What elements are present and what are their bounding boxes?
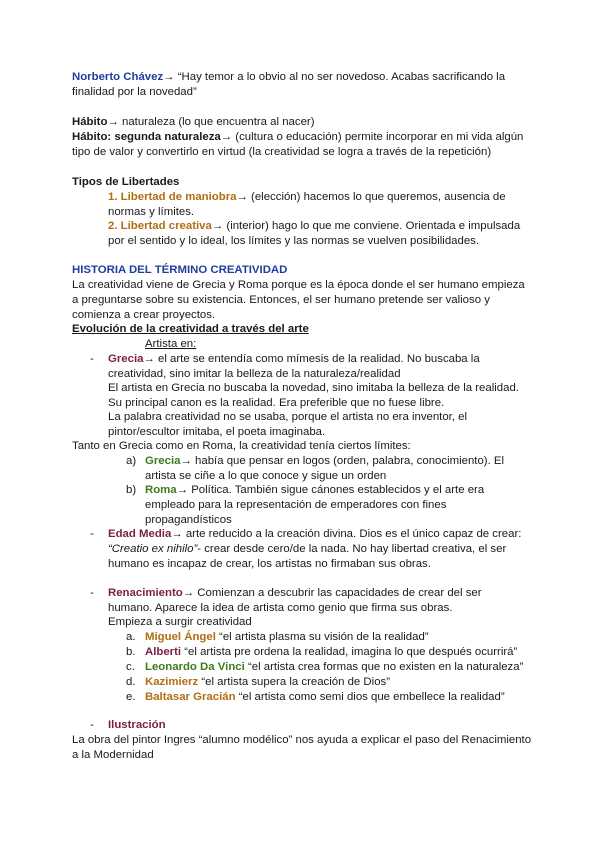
artista-quote: “el artista crea formas que no existen en la naturaleza” xyxy=(244,661,524,673)
libertad-text: → (interior) hago lo que me conviene. Orientada e impulsada por el sentido y lo ideal, los límites y las normas se vuelven posibilidades. xyxy=(108,220,521,247)
artista-item xyxy=(145,645,545,660)
artista-quote: “el artista como semi dios que embellece la realidad” xyxy=(235,691,505,703)
renacimiento-text-2: Empieza a surgir creatividad xyxy=(108,616,252,628)
artista-quote: “el artista plasma su visión de la realidad” xyxy=(215,631,429,643)
artista-name: Leonardo Da Vinci xyxy=(145,661,245,673)
artista-name: Alberti xyxy=(145,646,182,658)
grecia-p2: El artista en Grecia no buscaba la novedad, sino imitaba la belleza de la realidad. Su principal canon es la realidad. Era preferible que no fuese libre. xyxy=(108,382,519,409)
quote-paragraph xyxy=(72,70,542,100)
habito-segunda-paragraph xyxy=(72,130,542,160)
creatio-ex-nihilo: “Creatio ex nihilo” xyxy=(108,542,198,555)
habito-paragraph xyxy=(72,115,542,130)
list-marker: a. xyxy=(126,631,136,643)
libertad-label: 1. Libertad de maniobra xyxy=(108,191,237,203)
list-marker: e. xyxy=(126,691,136,703)
list-marker: c. xyxy=(126,661,135,673)
ilustracion-text: La obra del pintor Ingres “alumno modélico” nos ayuda a explicar el paso del Renacimiento a la Modernidad xyxy=(72,734,532,761)
ilustracion-label: Ilustración xyxy=(108,719,166,731)
list-marker: a) xyxy=(126,455,137,467)
grecia-text: → el arte se entendía como mímesis de la realidad. No buscaba la creatividad, sino imitar la belleza de la naturaleza/realidad xyxy=(108,353,480,380)
historia-heading: HISTORIA DEL TÉRMINO CREATIVIDAD xyxy=(72,264,288,276)
tanto-paragraph: Tanto en Grecia como en Roma, la creatividad tenía ciertos límites: xyxy=(72,440,411,452)
grecia-label: Grecia xyxy=(108,353,144,365)
limite-text: → Política. También sigue cánones establecidos y el arte era empleado para la representación de emperadores con fines propagandísticos xyxy=(145,484,485,526)
artista-name: Miguel Ángel xyxy=(145,631,216,643)
artista-name: Kazimierz xyxy=(145,676,199,688)
artista-name: Baltasar Gracián xyxy=(145,691,236,703)
libertad-text: → (elección) hacemos lo que queremos, ausencia de normas y límites. xyxy=(108,191,506,218)
edad-media-text: → arte reducido a la creación divina. Dios es el único capaz de crear: xyxy=(171,528,522,540)
list-marker: d. xyxy=(126,676,136,688)
libertad-item xyxy=(108,219,528,249)
limite-item xyxy=(145,483,535,527)
artista-item xyxy=(145,675,545,690)
artista-quote: “el artista pre ordena la realidad, imagina lo que después ocurrirá” xyxy=(181,646,518,658)
arrow: → xyxy=(163,71,175,83)
habito-text: → naturaleza (lo que encuentra al nacer) xyxy=(107,116,315,128)
edad-media-text-2: - crear desde cero/de la nada. No hay libertad creativa, el ser humano es incapaz de crear, los artistas no firmaban sus obras. xyxy=(108,542,507,570)
renacimiento-text: → Comienzan a descubrir las capacidades de crear del ser humano. Aparece la idea de artista como genio que firma sus obras. xyxy=(108,587,482,614)
renacimiento-label: Renacimiento xyxy=(108,587,183,599)
limite-item xyxy=(145,454,530,484)
list-dash: - xyxy=(90,719,94,731)
evolucion-subheading: Evolución de la creatividad a través del arte xyxy=(72,323,309,335)
libertades-heading: Tipos de Libertades xyxy=(72,176,180,188)
grecia-item xyxy=(108,352,528,382)
limite-label: Grecia xyxy=(145,455,181,467)
list-marker: b. xyxy=(126,646,136,658)
list-marker: b) xyxy=(126,484,137,496)
quote-author: Norberto Chávez xyxy=(72,71,164,83)
quote-text: “Hay temor a lo obvio al no ser novedoso. Acabas sacrificando la finalidad por la novedad” xyxy=(72,71,506,98)
list-dash: - xyxy=(90,587,94,599)
artista-en-label: Artista en: xyxy=(145,338,197,350)
artista-item xyxy=(145,660,545,675)
limite-label: Roma xyxy=(145,484,177,496)
list-dash: - xyxy=(90,353,94,365)
habito-segunda-text: → (cultura o educación) permite incorporar en mi vida algún tipo de valor y convertirlo en virtud (la creatividad se logra a través de la repetición) xyxy=(72,131,524,158)
edad-media-label: Edad Media xyxy=(108,528,172,540)
libertad-label: 2. Libertad creativa xyxy=(108,220,212,232)
historia-intro: La creatividad viene de Grecia y Roma porque es la época donde el ser humano empieza a preguntarse sobre su existencia. Entonces, el ser humano pretende ser valioso y comienza a crear proyectos. xyxy=(72,279,525,321)
libertad-item xyxy=(108,190,528,220)
habito-label: Hábito xyxy=(72,116,108,128)
artista-item xyxy=(145,690,545,705)
habito-segunda-label: Hábito: segunda naturaleza xyxy=(72,131,221,143)
grecia-p3: La palabra creatividad no se usaba, porque el artista no era inventor, el pintor/escultor imitaba, el poeta imaginaba. xyxy=(108,411,468,438)
edad-media-item xyxy=(108,527,528,571)
list-dash: - xyxy=(90,528,94,540)
artista-quote: “el artista supera la creación de Dios” xyxy=(198,676,391,688)
artista-item xyxy=(145,630,545,645)
limite-text: → había que pensar en logos (orden, palabra, conocimiento). El artista se ciñe a lo que conoce y sigue un orden xyxy=(145,455,505,482)
renacimiento-item xyxy=(108,586,528,616)
